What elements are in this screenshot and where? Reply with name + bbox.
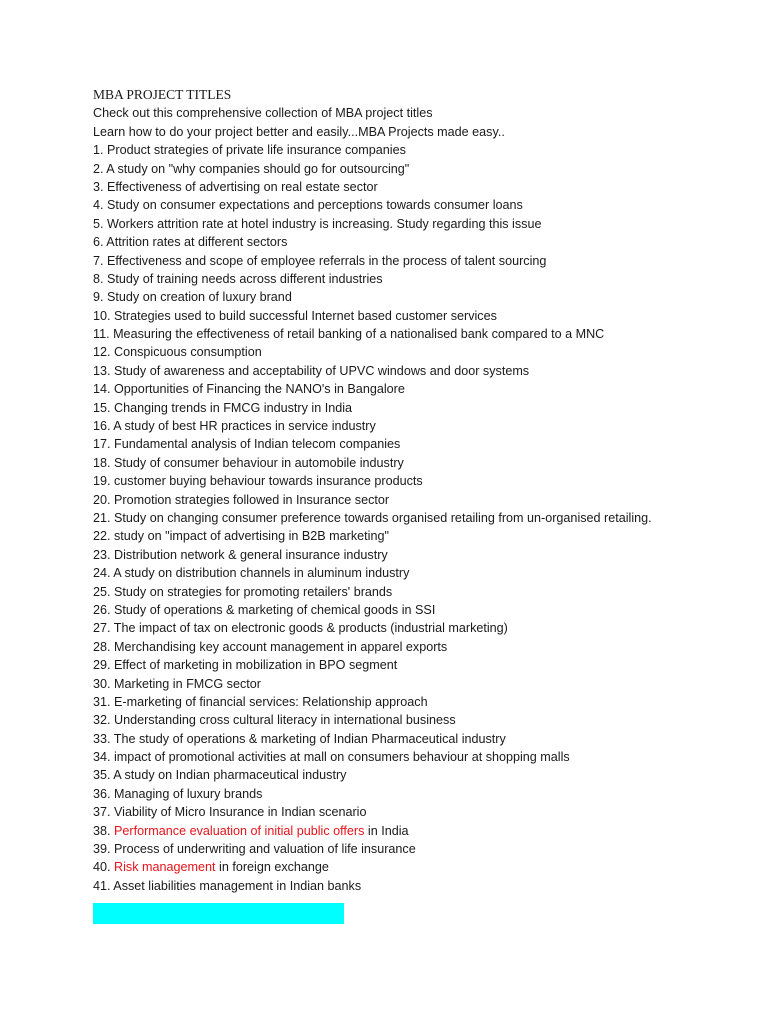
list-item: 22. study on "impact of advertising in B2B marketing" (93, 529, 389, 544)
list-item: 6. Attrition rates at different sectors (93, 235, 288, 250)
list-item: 10. Strategies used to build successful Internet based customer services (93, 308, 497, 323)
list-item: 5. Workers attrition rate at hotel industry is increasing. Study regarding this issue (93, 216, 542, 231)
list-item: 16. A study of best HR practices in service industry (93, 419, 376, 434)
list-item: 36. Managing of luxury brands (93, 786, 263, 801)
list-item: 8. Study of training needs across different industries (93, 271, 383, 286)
list-item: 7. Effectiveness and scope of employee referrals in the process of talent sourcing (93, 253, 547, 268)
list-item: 21. Study on changing consumer preference towards organised retailing from un-organised retailing. (93, 510, 652, 525)
list-item: 3. Effectiveness of advertising on real estate sector (93, 179, 378, 194)
list-item: 20. Promotion strategies followed in Insurance sector (93, 492, 390, 507)
list-item: 33. The study of operations & marketing of Indian Pharmaceutical industry (93, 731, 506, 746)
item-text: in India (364, 823, 409, 838)
list-item: 27. The impact of tax on electronic goods & products (industrial marketing) (93, 621, 508, 636)
list-item: 31. E-marketing of financial services: Relationship approach (93, 694, 428, 709)
list-item: 29. Effect of marketing in mobilization in BPO segment (93, 658, 398, 673)
list-item: 19. customer buying behaviour towards insurance products (93, 474, 423, 489)
highlight-bar (93, 903, 344, 924)
list-item: 9. Study on creation of luxury brand (93, 290, 292, 305)
item-number: 40. (93, 860, 115, 875)
item-text: in foreign exchange (215, 860, 329, 875)
list-item: 17. Fundamental analysis of Indian telecom companies (93, 437, 401, 452)
list-item: 39. Process of underwriting and valuation of life insurance (93, 842, 416, 857)
list-item: 1. Product strategies of private life insurance companies (93, 143, 406, 158)
list-item: 25. Study on strategies for promoting retailers' brands (93, 584, 393, 599)
list-item: 18. Study of consumer behaviour in automobile industry (93, 455, 404, 470)
list-item: 41. Asset liabilities management in Indian banks (93, 878, 362, 893)
list-item: 12. Conspicuous consumption (93, 345, 262, 360)
list-item: 35. A study on Indian pharmaceutical industry (93, 768, 347, 783)
intro-line: Learn how to do your project better and easily...MBA Projects made easy.. (93, 124, 505, 139)
document-page (93, 86, 733, 895)
item-link[interactable]: Risk management (114, 860, 216, 875)
list-item: 28. Merchandising key account management in apparel exports (93, 639, 448, 654)
list-item: 37. Viability of Micro Insurance in Indian scenario (93, 805, 367, 820)
list-item: 32. Understanding cross cultural literacy in international business (93, 713, 456, 728)
project-title-list (93, 141, 733, 895)
list-item: 13. Study of awareness and acceptability of UPVC windows and door systems (93, 363, 530, 378)
list-item (93, 858, 733, 876)
item-link[interactable]: Performance evaluation of initial public offers (114, 823, 365, 838)
list-item (93, 822, 733, 840)
list-item: 24. A study on distribution channels in aluminum industry (93, 566, 410, 581)
list-item: 15. Changing trends in FMCG industry in India (93, 400, 353, 415)
document-title: MBA PROJECT TITLES (93, 87, 232, 102)
list-item: 11. Measuring the effectiveness of retail banking of a nationalised bank compared to a MNC (93, 327, 605, 342)
list-item: 14. Opportunities of Financing the NANO's in Bangalore (93, 382, 405, 397)
item-number: 38. (93, 823, 115, 838)
list-item: 23. Distribution network & general insurance industry (93, 547, 388, 562)
list-item: 30. Marketing in FMCG sector (93, 676, 261, 691)
list-item: 26. Study of operations & marketing of chemical goods in SSI (93, 602, 436, 617)
list-item: 2. A study on "why companies should go for outsourcing" (93, 161, 410, 176)
list-item: 34. impact of promotional activities at mall on consumers behaviour at shopping malls (93, 750, 570, 765)
intro-line: Check out this comprehensive collection of MBA project titles (93, 106, 433, 121)
list-item: 4. Study on consumer expectations and perceptions towards consumer loans (93, 198, 523, 213)
